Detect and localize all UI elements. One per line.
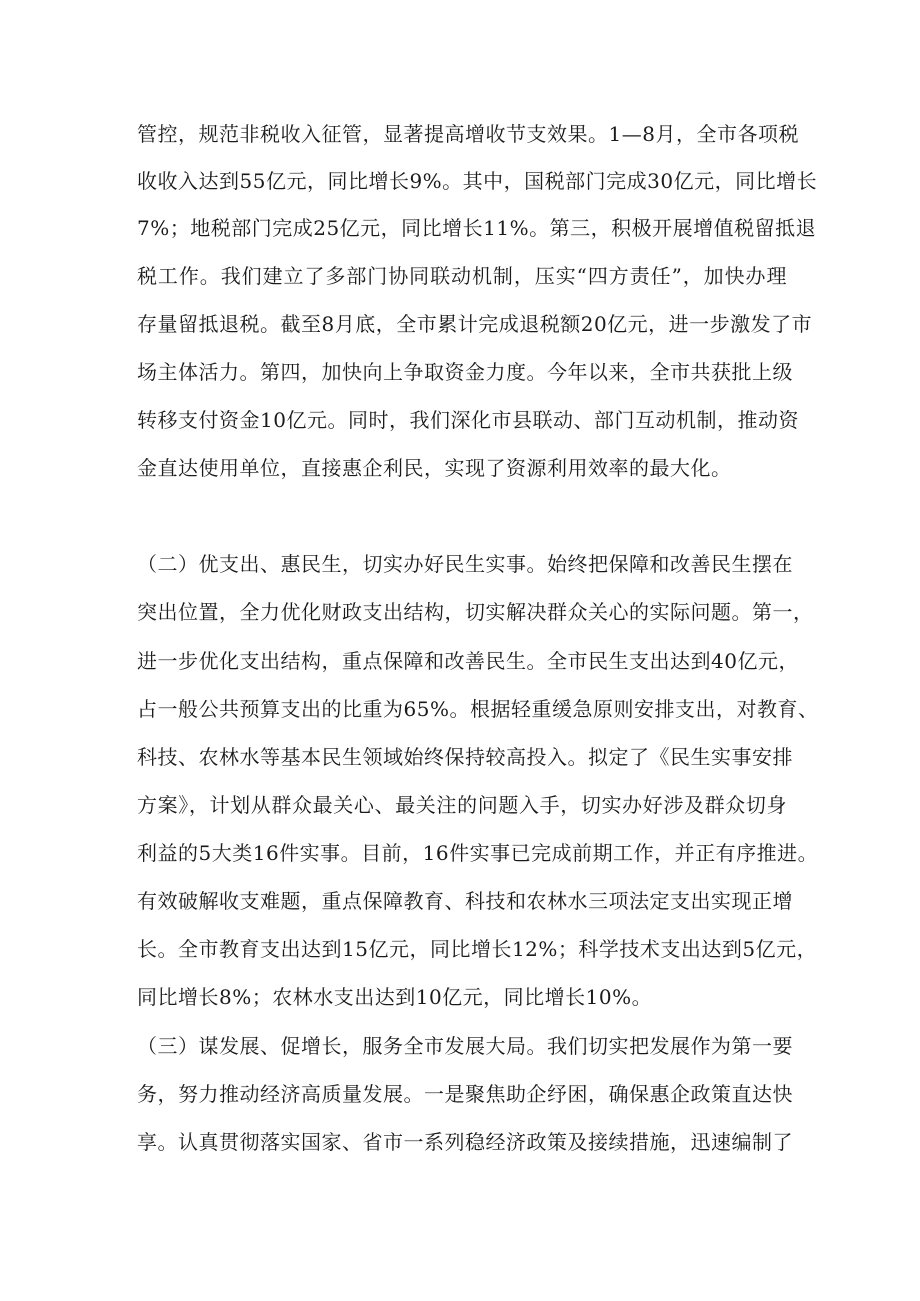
paragraph-1-line-7: 转移支付资金10亿元。同时，我们深化市县联动、部门互动机制，推动资: [137, 408, 799, 432]
paragraph-2-line-8: 有效破解收支难题，重点保障教育、科技和农林水三项法定支出实现正增: [137, 889, 793, 913]
paragraph-3-line-3: 享。认真贯彻落实国家、省市一系列稳经济政策及接续措施，迅速编制了: [137, 1130, 793, 1154]
paragraph-1-line-2: 收收入达到55亿元，同比增长9%。其中，国税部门完成30亿元，同比增长: [137, 169, 818, 193]
paragraph-1-line-3: 7%；地税部门完成25亿元，同比增长11%。第三，积极开展增值税留抵退: [137, 216, 817, 240]
paragraph-2-line-3: 进一步优化支出结构，重点保障和改善民生。全市民生支出达到40亿元，: [137, 649, 799, 673]
paragraph-2-line-7: 利益的5大类16件实事。目前，16件实事已完成前期工作，并正有序推进。: [137, 841, 819, 865]
paragraph-1-line-6: 场主体活力。第四，加快向上争取资金力度。今年以来，全市共获批上级: [137, 360, 793, 384]
paragraph-3-line-1: （三）谋发展、促增长，服务全市发展大局。我们切实把发展作为第一要: [137, 1034, 793, 1058]
paragraph-2-line-10: 同比增长8%；农林水支出达到10亿元，同比增长10%。: [137, 985, 653, 1009]
paragraph-2-line-9: 长。全市教育支出达到15亿元，同比增长12%；科学技术支出达到5亿元，: [137, 937, 818, 961]
paragraph-2-line-5: 科技、农林水等基本民生领域始终保持较高投入。拟定了《民生实事安排: [137, 745, 793, 769]
paragraph-3-line-2: 务，努力推动经济高质量发展。一是聚焦助企纾困，确保惠企政策直达快: [137, 1082, 793, 1106]
paragraph-1-line-8: 金直达使用单位，直接惠企利民，实现了资源利用效率的最大化。: [137, 456, 732, 480]
paragraph-1-line-5: 存量留抵退税。截至8月底，全市累计完成退税额20亿元，进一步激发了市: [137, 312, 813, 336]
paragraph-2-line-4: 占一般公共预算支出的比重为65%。根据轻重缓急原则安排支出，对教育、: [137, 697, 819, 721]
paragraph-1-line-1: 管控，规范非税收入征管，显著提高增收节支效果。1—8月，全市各项税: [137, 122, 799, 146]
paragraph-2-line-2: 突出位置，全力优化财政支出结构，切实解决群众关心的实际问题。第一，: [137, 600, 814, 624]
paragraph-2-line-6: 方案》，计划从群众最关心、最关注的问题入手，切实办好涉及群众切身: [137, 793, 787, 817]
paragraph-2-line-1: （二）优支出、惠民生，切实办好民生实事。始终把保障和改善民生摆在: [137, 552, 793, 576]
paragraph-1-line-4: 税工作。我们建立了多部门协同联动机制，压实“四方责任”，加快办理: [137, 264, 787, 288]
